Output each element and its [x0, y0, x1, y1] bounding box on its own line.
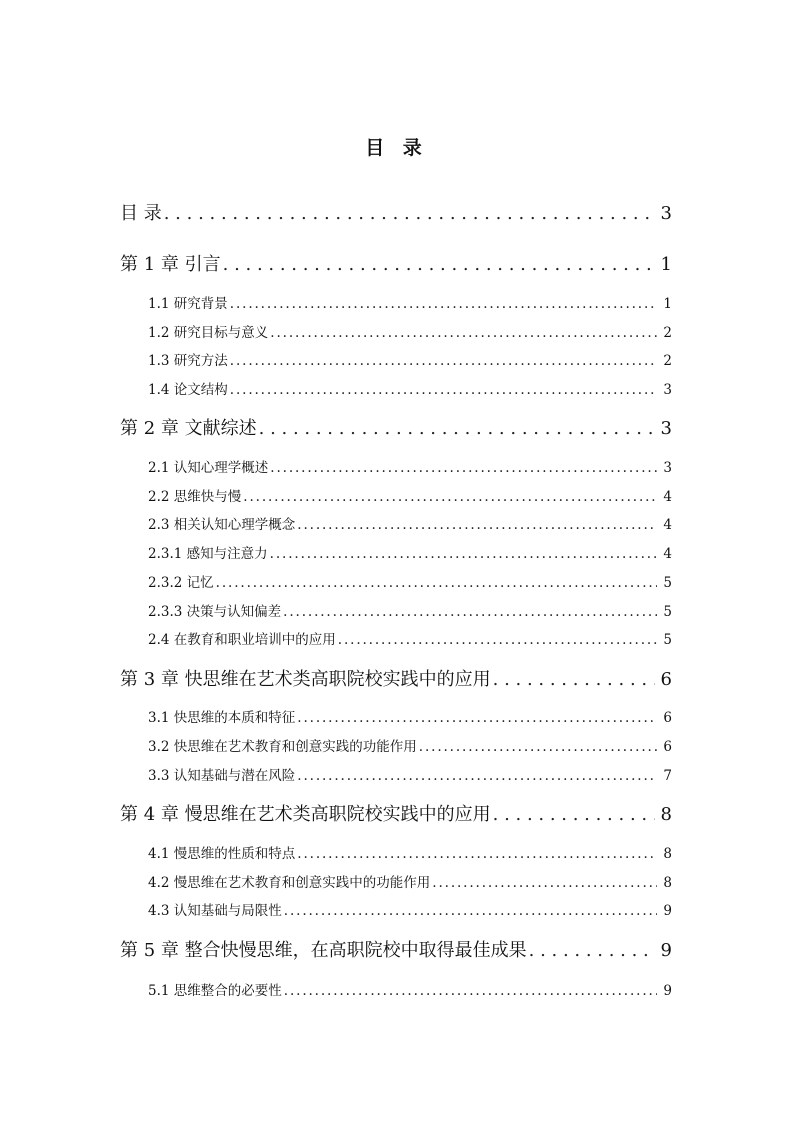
- toc-entry[interactable]: [120, 253, 672, 277]
- toc-leader-dots: [243, 488, 657, 506]
- toc-entry[interactable]: [120, 803, 672, 827]
- toc-entry-page: 6: [663, 710, 672, 726]
- toc-entry[interactable]: [148, 982, 672, 1000]
- toc-leader-dots: [338, 631, 658, 649]
- toc-entry-title: 4.1 慢思维的性质和特点: [148, 846, 296, 862]
- toc-entry-title: 第 3 章 快思维在艺术类高职院校实践中的应用: [120, 669, 491, 690]
- toc-entry[interactable]: [120, 202, 672, 226]
- toc-entry-page: 1: [660, 254, 672, 275]
- toc-leader-dots: [223, 253, 655, 277]
- toc-entry[interactable]: [148, 574, 672, 592]
- toc-entry[interactable]: [148, 488, 672, 506]
- toc-entry-title: 1.3 研究方法: [148, 353, 228, 369]
- toc-leader-dots: [432, 874, 657, 892]
- toc-entry[interactable]: [148, 381, 672, 399]
- toc-entry-page: 1: [663, 296, 672, 312]
- toc-entry-title: 4.3 认知基础与局限性: [148, 903, 282, 919]
- toc-leader-dots: [297, 767, 657, 785]
- toc-entry-title: 第 1 章 引言: [120, 254, 221, 275]
- toc-entry-title: 2.3.3 决策与认知偏差: [148, 604, 282, 620]
- toc-entry[interactable]: [148, 631, 672, 649]
- toc-leader-dots: [164, 202, 655, 226]
- toc-leader-dots: [270, 324, 657, 342]
- toc-entry[interactable]: [148, 767, 672, 785]
- toc-entry-title: 目 录: [120, 203, 162, 224]
- toc-entry-page: 4: [663, 489, 672, 505]
- toc-leader-dots: [419, 738, 658, 756]
- toc-entry[interactable]: [148, 516, 672, 534]
- toc-entry-title: 2.4 在教育和职业培训中的应用: [148, 632, 336, 648]
- toc-entry[interactable]: [148, 352, 672, 370]
- toc-entry-page: 5: [663, 604, 672, 620]
- toc-leader-dots: [259, 417, 655, 441]
- toc-entry-title: 4.2 慢思维在艺术教育和创意实践中的功能作用: [148, 875, 431, 891]
- toc-entry-page: 8: [663, 846, 672, 862]
- toc-entry-page: 7: [663, 768, 672, 784]
- toc-entry-title: 第 4 章 慢思维在艺术类高职院校实践中的应用: [120, 804, 491, 825]
- toc-entry-page: 9: [660, 940, 672, 961]
- toc-entry-page: 3: [660, 203, 672, 224]
- toc-entry[interactable]: [148, 324, 672, 342]
- toc-leader-dots: [284, 902, 658, 920]
- toc-leader-dots: [216, 574, 658, 592]
- toc-entry[interactable]: [120, 668, 672, 692]
- toc-leader-dots: [283, 603, 657, 621]
- toc-entry[interactable]: [120, 417, 672, 441]
- toc-entry-page: 4: [663, 546, 672, 562]
- toc-leader-dots: [297, 845, 657, 863]
- toc-entry-title: 2.2 思维快与慢: [148, 489, 242, 505]
- toc-entry-title: 2.1 认知心理学概述: [148, 460, 269, 476]
- toc-entry-page: 4: [663, 517, 672, 533]
- toc-leader-dots: [297, 516, 657, 534]
- toc-entry-page: 9: [663, 903, 672, 919]
- toc-entry-title: 1.2 研究目标与意义: [148, 325, 269, 341]
- toc-entry-page: 5: [663, 632, 672, 648]
- toc-entry-page: 8: [663, 875, 672, 891]
- toc-entry-page: 2: [663, 353, 672, 369]
- toc-entry[interactable]: [148, 709, 672, 727]
- toc-leader-dots: [230, 295, 658, 313]
- toc-entry-page: 6: [663, 739, 672, 755]
- toc-entry-page: 5: [663, 575, 672, 591]
- toc-leader-dots: [230, 352, 658, 370]
- toc-entry[interactable]: [148, 738, 672, 756]
- toc-entry-page: 6: [660, 669, 672, 690]
- toc-entry-title: 3.1 快思维的本质和特征: [148, 710, 296, 726]
- toc-entry[interactable]: [148, 902, 672, 920]
- toc-entry-page: 3: [663, 460, 672, 476]
- toc-entry[interactable]: [148, 545, 672, 563]
- toc-entry-title: 3.3 认知基础与潜在风险: [148, 768, 296, 784]
- toc-leader-dots: [529, 939, 655, 963]
- toc-leader-dots: [284, 982, 658, 1000]
- toc-entry-page: 8: [660, 804, 672, 825]
- toc-entry-page: 3: [663, 382, 672, 398]
- toc-entry-title: 1.4 论文结构: [148, 382, 228, 398]
- toc-leader-dots: [297, 709, 657, 727]
- toc-entry-page: 3: [660, 418, 672, 439]
- toc-entry[interactable]: [148, 845, 672, 863]
- toc-leader-dots: [270, 459, 657, 477]
- toc-entry[interactable]: [148, 874, 672, 892]
- toc-entry-title: 2.3 相关认知心理学概念: [148, 517, 296, 533]
- toc-entry[interactable]: [120, 939, 672, 963]
- toc-entry[interactable]: [148, 295, 672, 313]
- toc-leader-dots: [493, 803, 655, 827]
- toc-entry-page: 2: [663, 325, 672, 341]
- toc-entry-title: 第 2 章 文献综述: [120, 418, 257, 439]
- toc-entry-title: 5.1 思维整合的必要性: [148, 983, 282, 999]
- toc-leader-dots: [230, 381, 658, 399]
- toc-entry[interactable]: [148, 459, 672, 477]
- toc-entry-page: 9: [663, 983, 672, 999]
- toc-entry-title: 2.3.2 记忆: [148, 575, 214, 591]
- page-title: 目 录: [365, 137, 428, 159]
- toc-entry-title: 第 5 章 整合快慢思维，在高职院校中取得最佳成果: [120, 940, 527, 961]
- toc-leader-dots: [493, 668, 655, 692]
- toc-entry-title: 2.3.1 感知与注意力: [148, 546, 268, 562]
- toc-leader-dots: [270, 545, 658, 563]
- toc-entry[interactable]: [148, 603, 672, 621]
- toc-entry-title: 1.1 研究背景: [148, 296, 228, 312]
- toc-entry-title: 3.2 快思维在艺术教育和创意实践的功能作用: [148, 739, 417, 755]
